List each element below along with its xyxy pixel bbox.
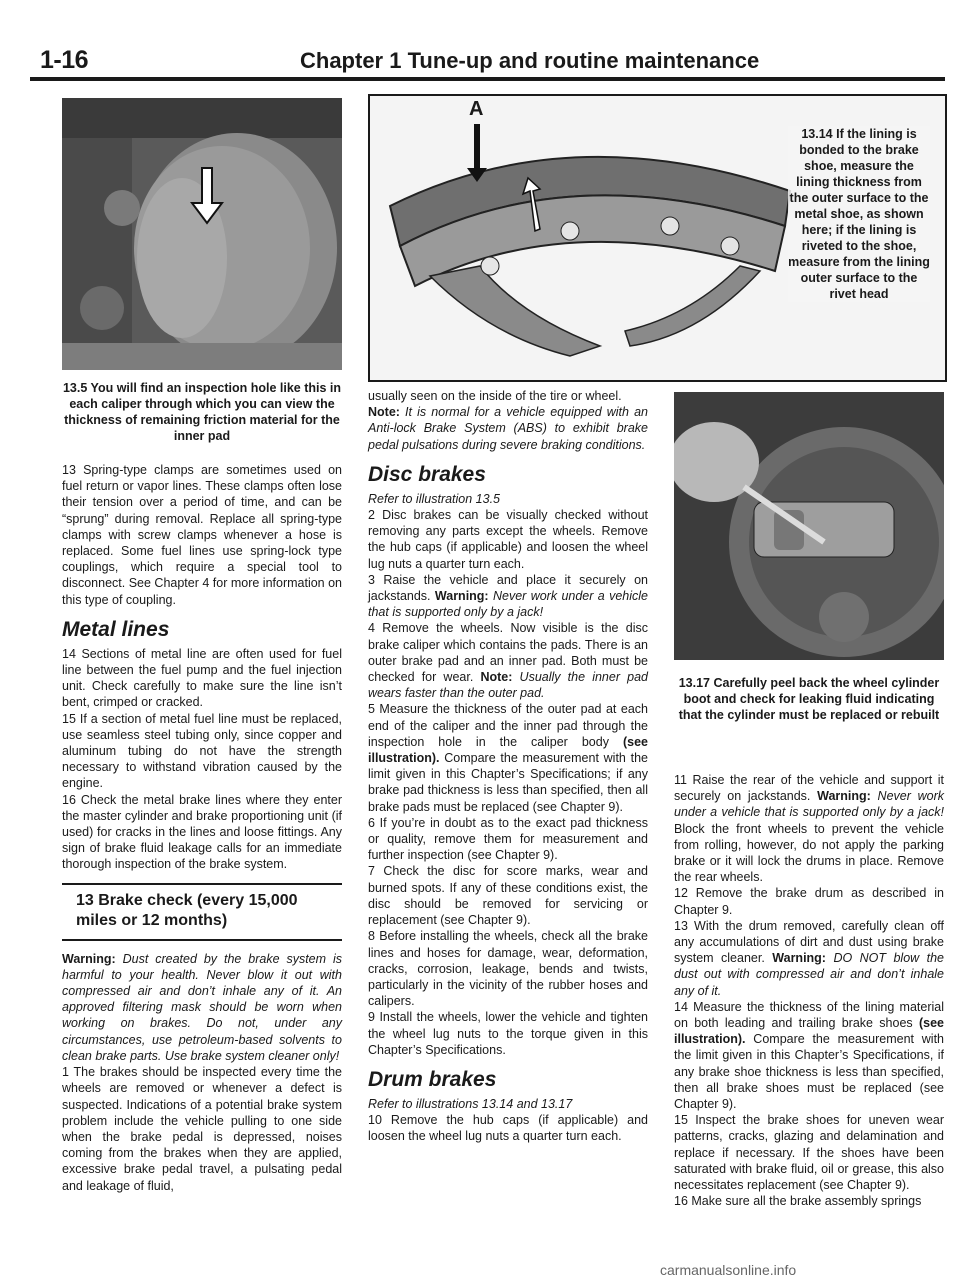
- warning-paragraph: [62, 951, 342, 1064]
- paragraph: [674, 999, 944, 1112]
- warning-label: Warning:: [434, 589, 489, 604]
- paragraph: 1 The brakes should be inspected every time the wheels are removed or whenever a defect is suspected. Indications of a potential brake system problem include the vehicle pulling to one side when the brake pedal is depressed, noises coming from the brakes when they are applied, excessive brake pedal travel, a pulsating pedal and leakage of fluid,: [62, 1065, 342, 1193]
- paragraph: 15 If a section of metal fuel line must be replaced, use seamless steel tubing only, since copper and aluminum tubing do not have the strength necessary to withstand vibration caused by the engine.: [62, 711, 342, 791]
- chapter-title: Chapter 1 Tune-up and routine maintenance: [300, 48, 760, 73]
- heading-disc-brakes: Disc brakes: [368, 462, 486, 486]
- paragraph: 7 Check the disc for score marks, wear and burned spots. If any of these conditions exist, the disc should be removed for servicing or replacement (see Chapter 9).: [368, 864, 648, 928]
- see-illustration: (see illustration).: [368, 734, 648, 766]
- figure-13-5-caption: 13.5 You will find an inspection hole like this in each caliper through which you can view the thickness of remaining friction material for the inner pad: [62, 381, 342, 443]
- figure-13-5-photo: [62, 98, 342, 370]
- column-3: [674, 772, 944, 1209]
- label-a: A: [469, 98, 484, 120]
- paragraph: [368, 572, 648, 621]
- illustration-reference: Refer to illustrations 13.14 and 13.17: [368, 1096, 573, 1111]
- paragraph: usually seen on the inside of the tire or wheel.: [368, 389, 622, 403]
- paragraph: [674, 918, 944, 999]
- paragraph-text: 4 Remove the wheels. Now visible is the disc brake caliper which contains the pads. There is an outer brake pad and an inner pad. Both must be checked for wear.: [368, 621, 648, 685]
- paragraph: 6 If you’re in doubt as to the exact pad thickness or quality, remove them for measurement and further inspection (see Chapter 9).: [368, 815, 648, 863]
- figure-13-14-box: [368, 94, 947, 382]
- paragraph: [368, 701, 648, 814]
- page-number: 1-16: [40, 46, 89, 74]
- note-label: Note:: [368, 405, 400, 420]
- heading-drum-brakes: Drum brakes: [368, 1067, 497, 1091]
- paragraph: 12 Remove the brake drum as described in Chapter 9.: [674, 886, 944, 917]
- paragraph: 16 Make sure all the brake assembly springs: [674, 1194, 922, 1209]
- figure-13-14-caption: 13.14 If the lining is bonded to the brake shoe, measure the lining thickness from the outer surface to the metal shoe, as shown here; if the lining is riveted to the shoe, measure from the lining outer surface to the rivet head: [788, 127, 930, 301]
- paragraph-text: 3 Raise the vehicle and place it securely on jackstands.: [368, 572, 648, 604]
- page-header: [0, 40, 960, 84]
- warning-label: Warning:: [817, 789, 871, 804]
- warning-text: Dust created by the brake system is harmful to your health. Never blow it out with compressed air and don’t inhale any of it. An approved filtering mask should be worn when working on brakes. Do not, under any circumstances, use petroleum-based solvents to clean brake parts. Use brake system cleaner only!: [62, 951, 342, 1063]
- figure-13-17-caption: 13.17 Carefully peel back the wheel cylinder boot and check for leaking fluid indicating that the cylinder must be replaced or rebuilt: [678, 676, 940, 722]
- paragraph: 10 Remove the hub caps (if applicable) and loosen the wheel lug nuts a quarter turn each.: [368, 1113, 648, 1144]
- column-1: [62, 462, 342, 1194]
- warning-label: Warning:: [62, 951, 116, 966]
- paragraph: 9 Install the wheels, lower the vehicle and tighten the wheel lug nuts to the torque given in this Chapter’s Specifications.: [368, 1010, 648, 1057]
- warning-text: Never work under a vehicle that is supported only by a jack!: [674, 789, 944, 820]
- note-text: It is normal for a vehicle equipped with an Anti-lock Brake System (ABS) to exhibit brake pedal pulsations during severe braking conditions.: [368, 405, 648, 452]
- paragraph-text: Block the front wheels to prevent the vehicle from rolling, however, do not apply the parking brake or it will lock the drums in place. Remove the rear wheels.: [674, 821, 944, 885]
- warning-text: Never work under a vehicle that is supported only by a jack!: [368, 589, 648, 620]
- warning-label: Warning:: [772, 951, 826, 966]
- paragraph-text: 11 Raise the rear of the vehicle and support it securely on jackstands.: [674, 773, 944, 804]
- paragraph-text: Compare the measurement with the limit given in this Chapter’s Specifications; if any brake pad thickness is less than specified, then all brake pads must be replaced (see Chapter 9).: [368, 751, 648, 814]
- warning-text: DO NOT blow the dust out with compressed air and don’t inhale any of it.: [674, 951, 944, 998]
- header-rule: [30, 77, 945, 81]
- note-text: Usually the inner pad wears faster than the outer pad.: [368, 670, 648, 701]
- paragraph: [674, 772, 944, 885]
- paragraph-text: 14 Measure the thickness of the lining material on both leading and trailing brake shoes: [674, 999, 944, 1031]
- illustration-reference: Refer to illustration 13.5: [368, 491, 501, 506]
- section-title: 13 Brake check (every 15,000 miles or 12 months): [76, 891, 298, 929]
- paragraph: 15 Inspect the brake shoes for uneven wear patterns, cracks, glazing and delamination and replace if necessary. If the shoes have been saturated with brake fluid, oil or grease, this also necessitates replacement (see Chapter 9).: [674, 1113, 944, 1193]
- watermark: carmanualsonline.info: [660, 1262, 797, 1278]
- paragraph: 8 Before installing the wheels, check all the brake lines and hoses for damage, wear, deformation, cracks, corrosion, leakage, bends and twists, particularly in the vicinity of the rubber hoses and calipers.: [368, 929, 648, 1009]
- column-2: [368, 388, 648, 1145]
- paragraph: [368, 620, 648, 701]
- figure-13-17-photo: [674, 392, 944, 660]
- note-paragraph: [368, 404, 648, 453]
- note-label: Note:: [480, 670, 513, 685]
- see-illustration: (see illustration).: [674, 1016, 944, 1047]
- heading-metal-lines: Metal lines: [62, 617, 170, 641]
- paragraph-text: Compare the measurement with the limit given in this Chapter’s Specifications, if any brake shoe thickness is less than specified, then all brake shoes must be replaced (see Chapter 9).: [674, 1032, 944, 1112]
- paragraph: 13 Spring-type clamps are sometimes used on fuel return or vapor lines. These clamps often lose their tension over a period of time, and can be “sprung” during removal. Replace all spring-type clamps with screw clamps whenever a hose is replaced. Some fuel lines use spring-lock type couplings, which require a special tool to disconnect. See Chapter 4 for more information on this type of coupling.: [62, 463, 343, 607]
- paragraph-text: 5 Measure the thickness of the outer pad at each end of the caliper and the inner pad through the inspection hole in the caliper body: [368, 702, 648, 749]
- paragraph-text: 13 With the drum removed, carefully clean off any accumulations of dirt and dust using brake system cleaner.: [674, 918, 944, 966]
- paragraph: 14 Sections of metal line are often used for fuel line between the fuel pump and the fuel injection unit. Check carefully to make sure the line isn’t bent, crimped or cracked.: [62, 646, 342, 710]
- section-heading-box: [62, 883, 342, 941]
- paragraph: 16 Check the metal brake lines where they enter the master cylinder and brake proportioning unit (if used) for cracks in the lines and loose fittings. Any sign of brake fluid leakage calls for an immediate thorough inspection of the brake system.: [62, 792, 342, 872]
- paragraph: 2 Disc brakes can be visually checked without removing any parts except the wheels. Remove the hub caps (if applicable) and loosen the wheel lug nuts a quarter turn each.: [368, 508, 648, 571]
